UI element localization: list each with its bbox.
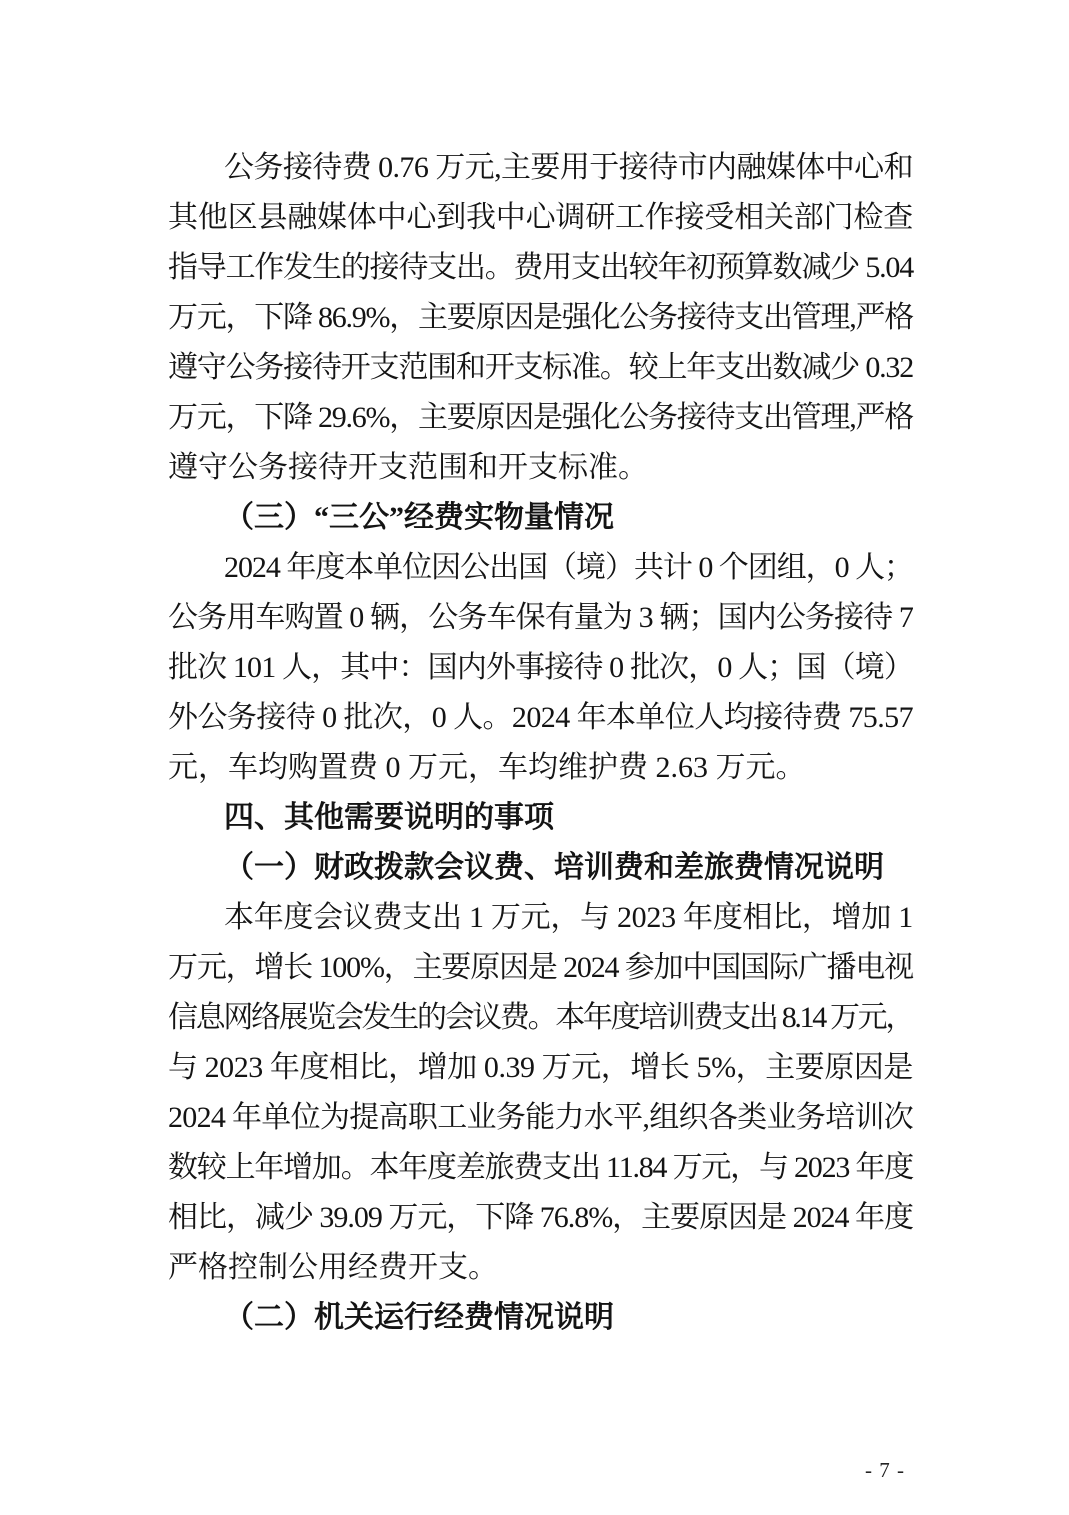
heading-subsection-1-meeting-training-travel: （一）财政拨款会议费、培训费和差旅费情况说明 bbox=[224, 851, 884, 884]
body-text-line: 公务用车购置 0 辆，公务车保有量为 3 辆；国内公务接待 7 bbox=[168, 601, 913, 634]
body-text-line: 公务接待费 0.76 万元,主要用于接待市内融媒体中心和 bbox=[224, 151, 913, 184]
body-text-line: 与 2023 年度相比，增加 0.39 万元，增长 5%，主要原因是 bbox=[168, 1051, 913, 1084]
body-text-line: 数较上年增加。本年度差旅费支出 11.84 万元，与 2023 年度 bbox=[168, 1151, 913, 1184]
body-text-line: 本年度会议费支出 1 万元，与 2023 年度相比，增加 1 bbox=[224, 901, 913, 934]
heading-section-3-physical-quantities: （三）“三公”经费实物量情况 bbox=[224, 501, 614, 534]
body-text-line: 相比，减少 39.09 万元，下降 76.8%，主要原因是 2024 年度 bbox=[168, 1201, 913, 1234]
body-text-line: 元，车均购置费 0 万元，车均维护费 2.63 万元。 bbox=[168, 751, 806, 784]
page-number: - 7 - bbox=[865, 1458, 905, 1482]
body-text-line: 指导工作发生的接待支出。费用支出较年初预算数减少 5.04 bbox=[168, 251, 913, 284]
body-text-line: 严格控制公用经费开支。 bbox=[168, 1251, 498, 1284]
body-text-line: 遵守公务接待开支范围和开支标准。 bbox=[168, 451, 648, 484]
body-text-line: 万元，下降 29.6%，主要原因是强化公务接待支出管理,严格 bbox=[168, 401, 913, 434]
body-text-line: 遵守公务接待开支范围和开支标准。较上年支出数减少 0.32 bbox=[168, 351, 913, 384]
body-text-line: 外公务接待 0 批次，0 人。2024 年本单位人均接待费 75.57 bbox=[168, 701, 913, 734]
body-text-line: 批次 101 人，其中：国内外事接待 0 批次，0 人；国（境） bbox=[168, 651, 913, 684]
heading-section-4-other-matters: 四、其他需要说明的事项 bbox=[224, 801, 554, 834]
body-text-line: 万元，下降 86.9%，主要原因是强化公务接待支出管理,严格 bbox=[168, 301, 913, 334]
body-text-line: 信息网络展览会发生的会议费。本年度培训费支出 8.14 万元， bbox=[168, 1001, 913, 1034]
heading-subsection-2-agency-operating-costs: （二）机关运行经费情况说明 bbox=[224, 1301, 614, 1334]
body-text-line: 2024 年单位为提高职工业务能力水平,组织各类业务培训次 bbox=[168, 1101, 913, 1134]
body-text-line: 2024 年度本单位因公出国（境）共计 0 个团组，0 人； bbox=[224, 551, 913, 584]
body-text-line: 万元，增长 100%，主要原因是 2024 参加中国国际广播电视 bbox=[168, 951, 913, 984]
page-body bbox=[168, 143, 913, 1343]
body-text-line: 其他区县融媒体中心到我中心调研工作接受相关部门检查 bbox=[168, 201, 913, 234]
